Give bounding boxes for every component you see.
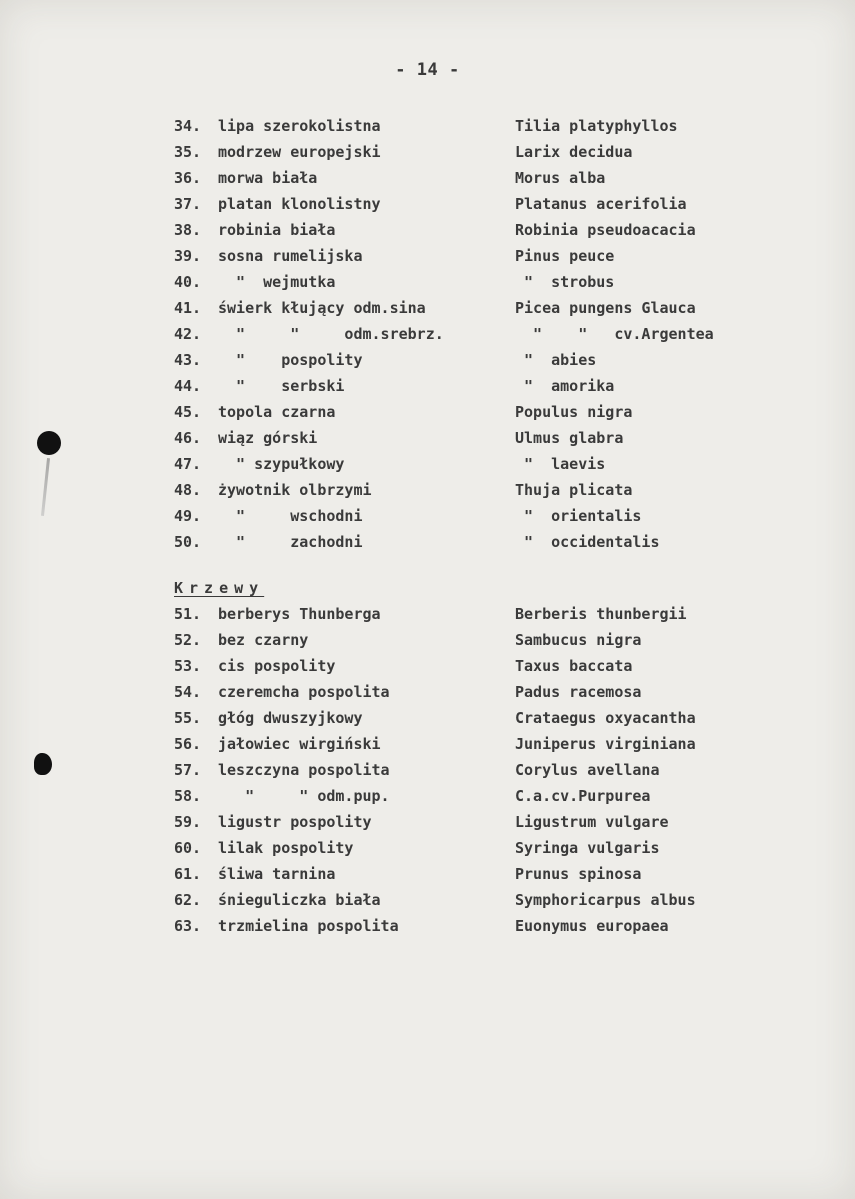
latin-name: Crataegus oxyacantha xyxy=(515,709,696,727)
item-number: 58. xyxy=(174,787,202,805)
latin-name: Thuja plicata xyxy=(515,481,633,499)
item-number: 34. xyxy=(174,117,202,135)
item-number: 47. xyxy=(174,455,202,473)
latin-name: Sambucus nigra xyxy=(515,631,642,649)
polish-name: " " odm.pup. xyxy=(218,787,390,805)
item-number: 43. xyxy=(174,351,202,369)
item-number: 62. xyxy=(174,891,202,909)
item-number: 40. xyxy=(174,273,202,291)
item-number: 57. xyxy=(174,761,202,779)
latin-name: " laevis xyxy=(515,455,606,473)
latin-name: Padus racemosa xyxy=(515,683,642,701)
polish-name: " szypułkowy xyxy=(218,455,345,473)
polish-name: wiąz górski xyxy=(218,429,318,447)
latin-name: Corylus avellana xyxy=(515,761,660,779)
polish-name: ligustr pospolity xyxy=(218,813,372,831)
trees-list xyxy=(174,113,814,555)
polish-name: żywotnik olbrzymi xyxy=(218,481,372,499)
polish-name: topola czarna xyxy=(218,403,336,421)
item-number: 54. xyxy=(174,683,202,701)
polish-name: leszczyna pospolita xyxy=(218,761,390,779)
polish-name: bez czarny xyxy=(218,631,309,649)
section-heading-shrubs: Krzewy xyxy=(174,579,265,597)
polish-name: śliwa tarnina xyxy=(218,865,336,883)
polish-name: morwa biała xyxy=(218,169,318,187)
item-number: 59. xyxy=(174,813,202,831)
polish-name: " pospolity xyxy=(218,351,363,369)
list-item xyxy=(174,191,814,217)
item-number: 55. xyxy=(174,709,202,727)
list-item xyxy=(174,113,814,139)
item-number: 37. xyxy=(174,195,202,213)
item-number: 46. xyxy=(174,429,202,447)
latin-name: " orientalis xyxy=(515,507,642,525)
item-number: 56. xyxy=(174,735,202,753)
polish-name: świerk kłujący odm.sina xyxy=(218,299,426,317)
list-item xyxy=(174,295,814,321)
latin-name: Ulmus glabra xyxy=(515,429,624,447)
latin-name: Ligustrum vulgare xyxy=(515,813,669,831)
latin-name: " strobus xyxy=(515,273,615,291)
item-number: 51. xyxy=(174,605,202,623)
list-item xyxy=(174,451,814,477)
polish-name: " " odm.srebrz. xyxy=(218,325,444,343)
list-item xyxy=(174,347,814,373)
list-item xyxy=(174,913,814,939)
list-item xyxy=(174,399,814,425)
list-item xyxy=(174,835,814,861)
list-item xyxy=(174,887,814,913)
latin-name: Larix decidua xyxy=(515,143,633,161)
polish-name: " zachodni xyxy=(218,533,363,551)
latin-name: Taxus baccata xyxy=(515,657,633,675)
item-number: 52. xyxy=(174,631,202,649)
latin-name: Pinus peuce xyxy=(515,247,615,265)
list-item xyxy=(174,477,814,503)
latin-name: Prunus spinosa xyxy=(515,865,642,883)
list-item xyxy=(174,425,814,451)
list-item xyxy=(174,861,814,887)
list-item xyxy=(174,757,814,783)
polish-name: głóg dwuszyjkowy xyxy=(218,709,363,727)
list-item xyxy=(174,165,814,191)
list-item xyxy=(174,705,814,731)
page-number: - 14 - xyxy=(395,60,460,80)
list-item xyxy=(174,503,814,529)
polish-name: trzmielina pospolita xyxy=(218,917,399,935)
list-item xyxy=(174,269,814,295)
item-number: 45. xyxy=(174,403,202,421)
latin-name: Tilia platyphyllos xyxy=(515,117,678,135)
latin-name: Berberis thunbergii xyxy=(515,605,687,623)
item-number: 38. xyxy=(174,221,202,239)
polish-name: modrzew europejski xyxy=(218,143,381,161)
list-item xyxy=(174,373,814,399)
item-number: 39. xyxy=(174,247,202,265)
polish-name: czeremcha pospolita xyxy=(218,683,390,701)
polish-name: lipa szerokolistna xyxy=(218,117,381,135)
polish-name: jałowiec wirgiński xyxy=(218,735,381,753)
latin-name: Populus nigra xyxy=(515,403,633,421)
polish-name: śnieguliczka biała xyxy=(218,891,381,909)
polish-name: cis pospolity xyxy=(218,657,336,675)
latin-name: " abies xyxy=(515,351,597,369)
latin-name: Syringa vulgaris xyxy=(515,839,660,857)
item-number: 36. xyxy=(174,169,202,187)
list-item xyxy=(174,809,814,835)
item-number: 48. xyxy=(174,481,202,499)
item-number: 61. xyxy=(174,865,202,883)
item-number: 35. xyxy=(174,143,202,161)
list-item xyxy=(174,601,814,627)
list-item xyxy=(174,731,814,757)
polish-name: platan klonolistny xyxy=(218,195,381,213)
item-number: 60. xyxy=(174,839,202,857)
item-number: 50. xyxy=(174,533,202,551)
polish-name: " wschodni xyxy=(218,507,363,525)
polish-name: berberys Thunberga xyxy=(218,605,381,623)
item-number: 49. xyxy=(174,507,202,525)
list-item xyxy=(174,217,814,243)
polish-name: " serbski xyxy=(218,377,345,395)
latin-name: Platanus acerifolia xyxy=(515,195,687,213)
list-item xyxy=(174,783,814,809)
list-item xyxy=(174,321,814,347)
list-item xyxy=(174,139,814,165)
latin-name: Juniperus virginiana xyxy=(515,735,696,753)
punch-hole xyxy=(34,753,52,775)
latin-name: " amorika xyxy=(515,377,615,395)
latin-name: Picea pungens Glauca xyxy=(515,299,696,317)
latin-name: Robinia pseudoacacia xyxy=(515,221,696,239)
item-number: 42. xyxy=(174,325,202,343)
item-number: 41. xyxy=(174,299,202,317)
polish-name: robinia biała xyxy=(218,221,336,239)
pencil-mark xyxy=(41,458,50,516)
latin-name: Symphoricarpus albus xyxy=(515,891,696,909)
latin-name: C.a.cv.Purpurea xyxy=(515,787,651,805)
list-item xyxy=(174,627,814,653)
species-list xyxy=(174,113,814,939)
polish-name: sosna rumelijska xyxy=(218,247,363,265)
polish-name: " wejmutka xyxy=(218,273,336,291)
item-number: 63. xyxy=(174,917,202,935)
item-number: 44. xyxy=(174,377,202,395)
latin-name: Morus alba xyxy=(515,169,606,187)
list-item xyxy=(174,679,814,705)
item-number: 53. xyxy=(174,657,202,675)
list-item xyxy=(174,529,814,555)
list-item xyxy=(174,243,814,269)
latin-name: " " cv.Argentea xyxy=(515,325,714,343)
polish-name: lilak pospolity xyxy=(218,839,354,857)
list-item xyxy=(174,653,814,679)
punch-hole xyxy=(37,431,61,455)
shrubs-list xyxy=(174,601,814,939)
latin-name: " occidentalis xyxy=(515,533,660,551)
latin-name: Euonymus europaea xyxy=(515,917,669,935)
